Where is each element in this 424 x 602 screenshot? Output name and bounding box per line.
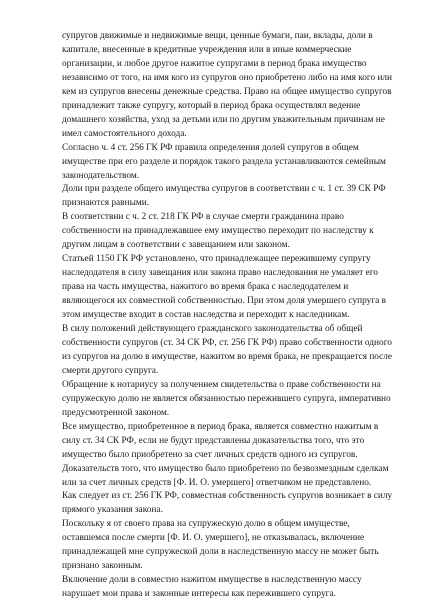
text-line: другим лицам в соответствии с завещанием или законом. xyxy=(62,240,290,251)
text-line: имуществе при его разделе и порядок такого раздела устанавливаются семейным xyxy=(62,156,386,167)
text-line: Статьей 1150 ГК РФ установлено, что принадлежащее пережившему супругу xyxy=(62,254,371,265)
paragraph-sk-39-equal-shares xyxy=(62,183,392,211)
paragraph-rights-violated xyxy=(62,574,392,602)
text-line: из супругов на долю в имуществе, нажитом во время брака, не прекращается после xyxy=(62,351,393,362)
text-line: имел самостоятельного дохода. xyxy=(62,128,187,139)
paragraph-gk-256-part4 xyxy=(62,142,392,184)
text-line: имущество было приобретено за счет личных средств одного из супругов. xyxy=(62,449,358,460)
text-line: собственности супругов (ст. 34 СК РФ, ст. 256 ГК РФ) право собственности одного xyxy=(62,337,392,348)
text-line: организации, и любое другое нажитое супругами в период брака имущество xyxy=(62,58,367,69)
paragraph-jointly-acquired-property xyxy=(62,421,392,491)
text-line: домашнего хозяйства, уход за детьми или по другим уважительным причинам не xyxy=(62,114,385,125)
paragraph-ownership-not-terminated xyxy=(62,323,392,379)
document-body xyxy=(62,30,392,602)
paragraph-notary-not-obligatory xyxy=(62,379,392,421)
text-line: супругов движимые и недвижимые вещи, ценные бумаги, паи, вклады, доли в xyxy=(62,31,373,41)
text-line: супружескую долю не является обязанностью пережившего супруга, императивно xyxy=(62,393,391,404)
text-line: В соответствии с ч. 2 ст. 218 ГК РФ в случае смерти гражданина право xyxy=(62,212,344,223)
text-line: нарушает мои права и законные интересы как пережившего супруга. xyxy=(62,589,336,600)
text-line: Доли при разделе общего имущества супругов в соответствии с ч. 1 ст. 39 СК РФ xyxy=(62,184,386,195)
text-line: смерти другого супруга. xyxy=(62,365,159,376)
text-line: Включение доли в совместно нажитом имуществе в наследственную массу xyxy=(62,575,362,586)
paragraph-common-property-definition xyxy=(62,30,392,142)
text-line: кем из супругов внесены денежные средства. Право на общее имущество супругов xyxy=(62,86,392,97)
text-line: Доказательств того, что имущество было приобретено по безвозмездным сделкам xyxy=(62,463,389,474)
text-line: Все имущество, приобретенное в период брака, является совместно нажитым в xyxy=(62,421,379,432)
text-line: признано законным. xyxy=(62,561,143,572)
text-line: оставшемся после смерти [Ф. И. О. умершего], не отказывалась, включение xyxy=(62,533,365,544)
text-line: этом имуществе входит в состав наследства и переходит к наследникам. xyxy=(62,310,350,321)
text-line: Обращение к нотариусу за получением свидетельства о праве собственности на xyxy=(62,379,381,390)
text-line: силу ст. 34 СК РФ, если не будут представлены доказательства того, что это xyxy=(62,435,365,446)
text-line: прямого указания закона. xyxy=(62,505,163,516)
text-line: Как следует из ст. 256 ГК РФ, совместная собственность супругов возникает в силу xyxy=(62,491,393,502)
text-line: собственности на принадлежавшее ему имущество переходит по наследству к xyxy=(62,226,374,237)
text-line: права на часть имущества, нажитого во время брака с наследодателем и xyxy=(62,282,349,293)
paragraph-gk-256-by-law xyxy=(62,490,392,518)
paragraph-gk-1150-surviving-spouse xyxy=(62,253,392,323)
text-line: или за счет личных средств [Ф. И. О. умершего] ответчиком не представлено. xyxy=(62,477,372,488)
text-line: признаются равными. xyxy=(62,198,150,209)
text-line: Поскольку я от своего права на супружескую долю в общем имуществе, xyxy=(62,519,350,530)
text-line: капитале, внесенные в кредитные учреждения или в иные коммерческие xyxy=(62,44,352,55)
text-line: В силу положений действующего гражданского законодательства об общей xyxy=(62,324,363,335)
text-line: законодательством. xyxy=(62,170,140,181)
paragraph-share-not-refused xyxy=(62,518,392,574)
text-line: принадлежащей мне супружеской доли в наследственную массу не может быть xyxy=(62,547,379,558)
text-line: являющегося их совместной собственностью. При этом доля умершего супруга в xyxy=(62,296,387,307)
text-line: предусмотренной законом. xyxy=(62,407,170,418)
text-line: принадлежит также супругу, который в период брака осуществлял ведение xyxy=(62,100,361,111)
paragraph-gk-218-inheritance xyxy=(62,211,392,253)
text-line: независимо от того, на имя кого из супругов оно приобретено либо на имя кого или xyxy=(62,72,392,83)
text-line: наследодателя в силу завещания или закона право наследования не умаляет его xyxy=(62,268,378,279)
text-line: Согласно ч. 4 ст. 256 ГК РФ правила определения долей супругов в общем xyxy=(62,142,359,153)
